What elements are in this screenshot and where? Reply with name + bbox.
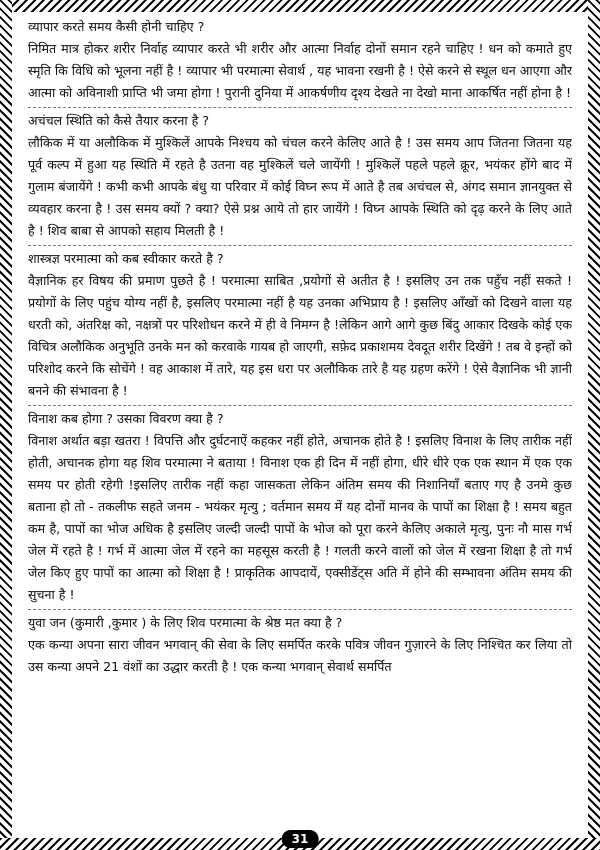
question-heading: व्यापार करते समय कैसी होनी चाहिए ? bbox=[28, 19, 205, 34]
decorative-border-left bbox=[0, 0, 12, 850]
answer-paragraph: वैज्ञानिक हर विषय की प्रमाण पुछते है ! परमात्मा साबित ,प्रयोगों से अतीत है ! इसलिए उन तक पहुँच नहीं सकते ! प्रयोगों के लिए पहुंच योग्य नहीं है, इसलिए परमात्मा नहीं है यह उनका अभिप्राय है ! इसलिए आँखों को दिखने वाला यह धरती को, अंतरिक्ष को, नक्षत्रों पर परिशोधन करने में ही वे निमग्न है !लेकिन आगे आगे कुछ बिंदु आकार दिखके कोई एक विचित्र अलौकिक अनुभूति उनके मन को करवाके गायब हो जाएगी, सफ़ेद प्रकाशमय देवदूत शरीर दिखेंगे ! तब वे इन्हों को परिशोद करने कि सोचेंगे ! वह आकाश में तारे, यह इस धरा पर अलौकिक तारे है यह ग्रहण करेंगे ! ऐसे वैज्ञानिक भी ज्ञानी बनने की संभावना है ! bbox=[28, 273, 572, 398]
decorative-border-right bbox=[588, 0, 600, 850]
question-heading: शास्त्रज्ञ परमात्मा को कब स्वीकार करते है ? bbox=[28, 245, 572, 270]
question-heading: युवा जन (कुमारी ,कुमार ) के लिए शिव परमात्मा के श्रेष्ठ मत क्या है ? bbox=[28, 609, 572, 634]
answer-paragraph: निमित मात्र होकर शरीर निर्वाह व्यापार करते भी शरीर और आत्मा निर्वाह दोनों समान रहने चाहिए ! धन को कमाते हुए स्मृति कि विधि को भूलना नहीं है ! व्यापार भी परमात्मा सेवार्थ , यह भावना रखनी है ! ऐसे करने से स्थूल धन आएगा और आत्मा को अविनाशी प्राप्ति भी जमा होगा ! पुरानी दुनिया में आकर्षणीय दृश्य देखते ना देखो माना आकर्षित नहीं होना है ! bbox=[28, 41, 572, 100]
answer-paragraph: लौकिक में या अलौकिक में मुश्किलें आपके निश्चय को चंचल करने केलिए आते है ! उस समय आप जितना जितना यह पूर्व कल्प में हुआ यह स्थिति में रहते है उतना वह मुश्किलें चले जायेंगी ! मुश्किलें पहले पहले क्रूर, भयंकर होंगे बाद में गुलाम बंजायेंगे ! कभी कभी आपके बंधु या परिवार में कोई विघ्न रूप में आते है तब अचंचल से, अंगद समान ज्ञानयुक्त से व्यवहार करना है ! उस समय क्यों ? क्या? ऐसे प्रश्न आये तो हार जायेंगे ! विघ्न आपके स्थिति को दृढ़ करने के लिए आते है ! शिव बाबा से आपको सहाय मिलती है ! bbox=[28, 135, 572, 238]
decorative-border-top bbox=[0, 0, 600, 12]
page-number: 31 bbox=[282, 830, 319, 848]
page-content bbox=[28, 14, 572, 828]
answer-paragraph: एक कन्या अपना सारा जीवन भगवान् की सेवा के लिए समर्पित करके पवित्र जीवन गुज़ारने के लिए निश्चित कर लिया तो उस कन्या अपने 21 वंशों का उद्धार करती है ! एक कन्या भगवान् सेवार्थ समर्पित bbox=[28, 637, 572, 674]
question-heading: अचंचल स्थिति को कैसे तैयार करना है ? bbox=[28, 107, 572, 132]
answer-paragraph: विनाश अर्थात बड़ा खतरा ! विपत्ति और दुर्घटनाऐं कहकर नहीं होते, अचानक होते है ! इसलिए विनाश के लिए तारीक नहीं होती, अचानक होगा यह शिव परमात्मा ने बताया ! विनाश एक ही दिन में नहीं होगा, धीरे धीरे एक एक स्थान में एक एक समय पर होती रहेगी !इसलिए तारीक नहीं कहा जासकता लेकिन अंतिम समय की निशानियाँ बताए गए है उनमे कुछ बताना हो तो - तकलीफ सहते जनम - भयंकर मृत्यु ; वर्तमान समय में यह दोनों मानव के पापों का शिक्षा है ! समय बहुत कम है, पापों का भोज अधिक है इसलिए जल्दी जल्दी पापों के भोज को पूरा करने केलिए अकाले मृत्यु, पुनः नौ मास गर्भ जेल में रहते है ! गर्भ में आत्मा जेल में रहने का महसूस करती है ! गलती करने वालों को जेल में रखना शिक्षा है तो गर्भ जेल किए हुए पापों का आत्मा को शिक्षा है ! प्राकृतिक आपदायें, एक्सीडेंट्स अति में होने की सम्भावना अंतिम समय की सुचना है ! bbox=[28, 433, 572, 602]
question-heading: विनाश कब होगा ? उसका विवरण क्या है ? bbox=[28, 405, 572, 430]
